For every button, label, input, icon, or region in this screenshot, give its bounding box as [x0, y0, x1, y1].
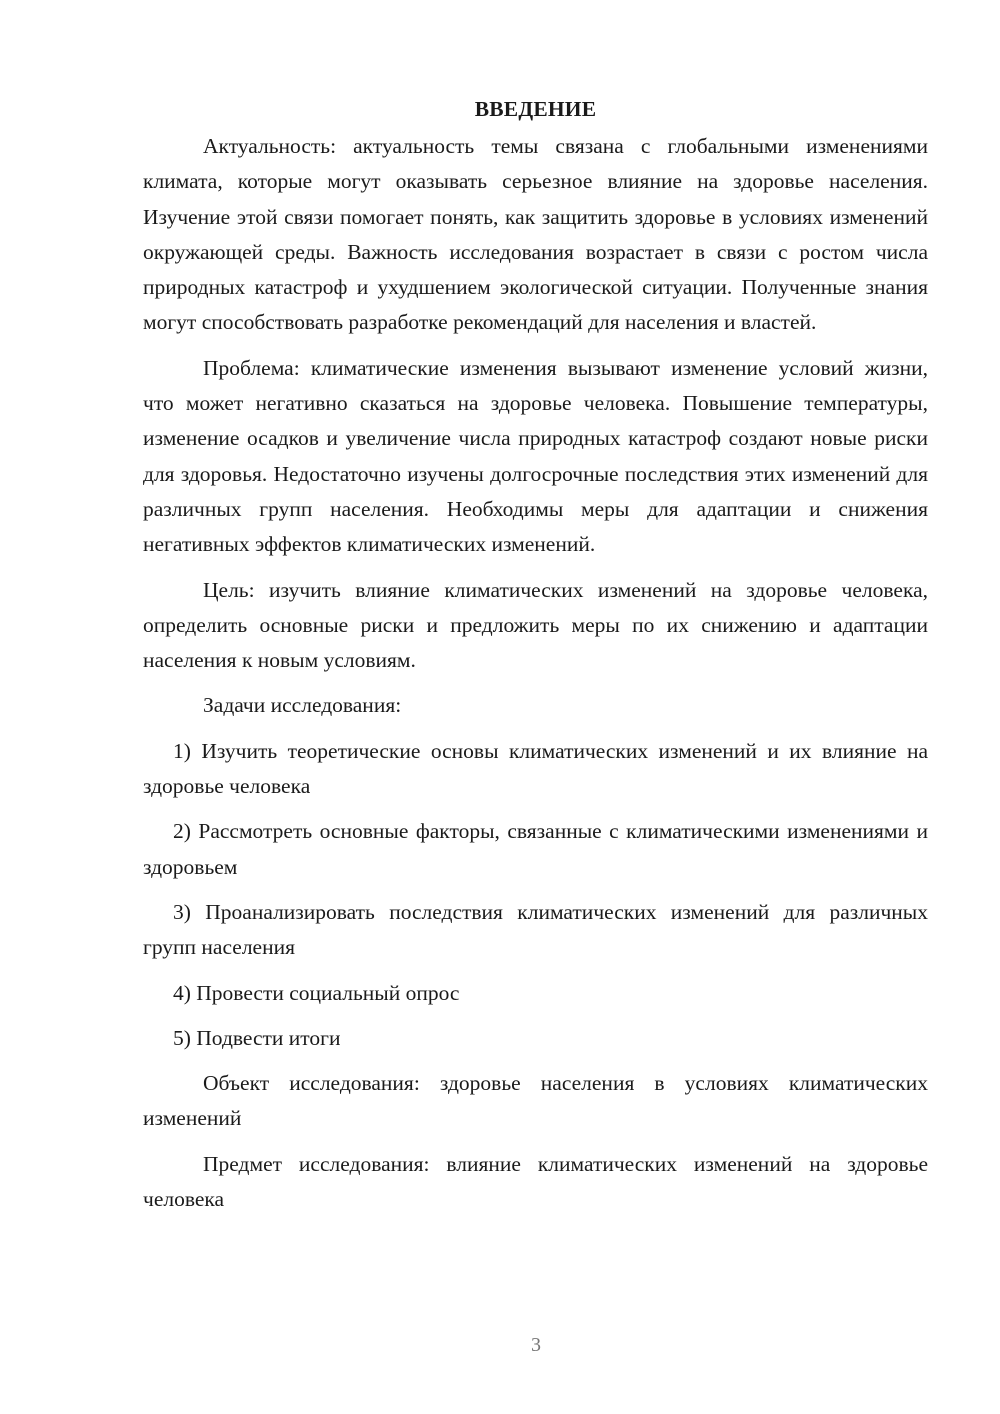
section-title: ВВЕДЕНИЕ [474, 97, 597, 121]
task-item-3: 3) Проанализировать последствия климатических изменений для различных групп населения [143, 899, 928, 960]
task-item-1: 1) Изучить теоретические основы климатических изменений и их влияние на здоровье человека [143, 738, 928, 799]
task-item-4: 4) Провести социальный опрос [173, 980, 460, 1005]
paragraph-problem: Проблема: климатические изменения вызывают изменение условий жизни, что может негативно сказаться на здоровье человека. Повышение температуры, изменение осадков и увеличение числа природных катастроф создают новые риски для здоровья. Недостаточно изучены долгосрочные последствия этих изменений для различных групп населения. Необходимы меры для адаптации и снижения негативных эффектов климатических изменений. [143, 355, 928, 557]
paragraph-relevance: Актуальность: актуальность темы связана с глобальными изменениями климата, которые могут оказывать серьезное влияние на здоровье населения. Изучение этой связи помогает понять, как защитить здоровье в условиях изменений окружающей среды. Важность исследования возрастает в связи с ростом числа природных катастроф и ухудшением экологической ситуации. Полученные знания могут способствовать разработке рекомендаций для населения и властей. [143, 134, 928, 335]
page-number: 3 [531, 1334, 541, 1356]
paragraph-goal: Цель: изучить влияние климатических изменений на здоровье человека, определить основные риски и предложить меры по их снижению и адаптации населения к новым условиям. [143, 577, 928, 673]
task-item-2: 2) Рассмотреть основные факторы, связанные с климатическими изменениями и здоровьем [143, 819, 928, 879]
paragraph-subject: Предмет исследования: влияние климатических изменений на здоровье человека [143, 1151, 928, 1212]
page-content [143, 92, 928, 1227]
tasks-heading: Задачи исследования: [203, 693, 402, 718]
paragraph-object: Объект исследования: здоровье населения в условиях климатических изменений [143, 1071, 928, 1131]
task-item-5: 5) Подвести итоги [173, 1025, 341, 1050]
